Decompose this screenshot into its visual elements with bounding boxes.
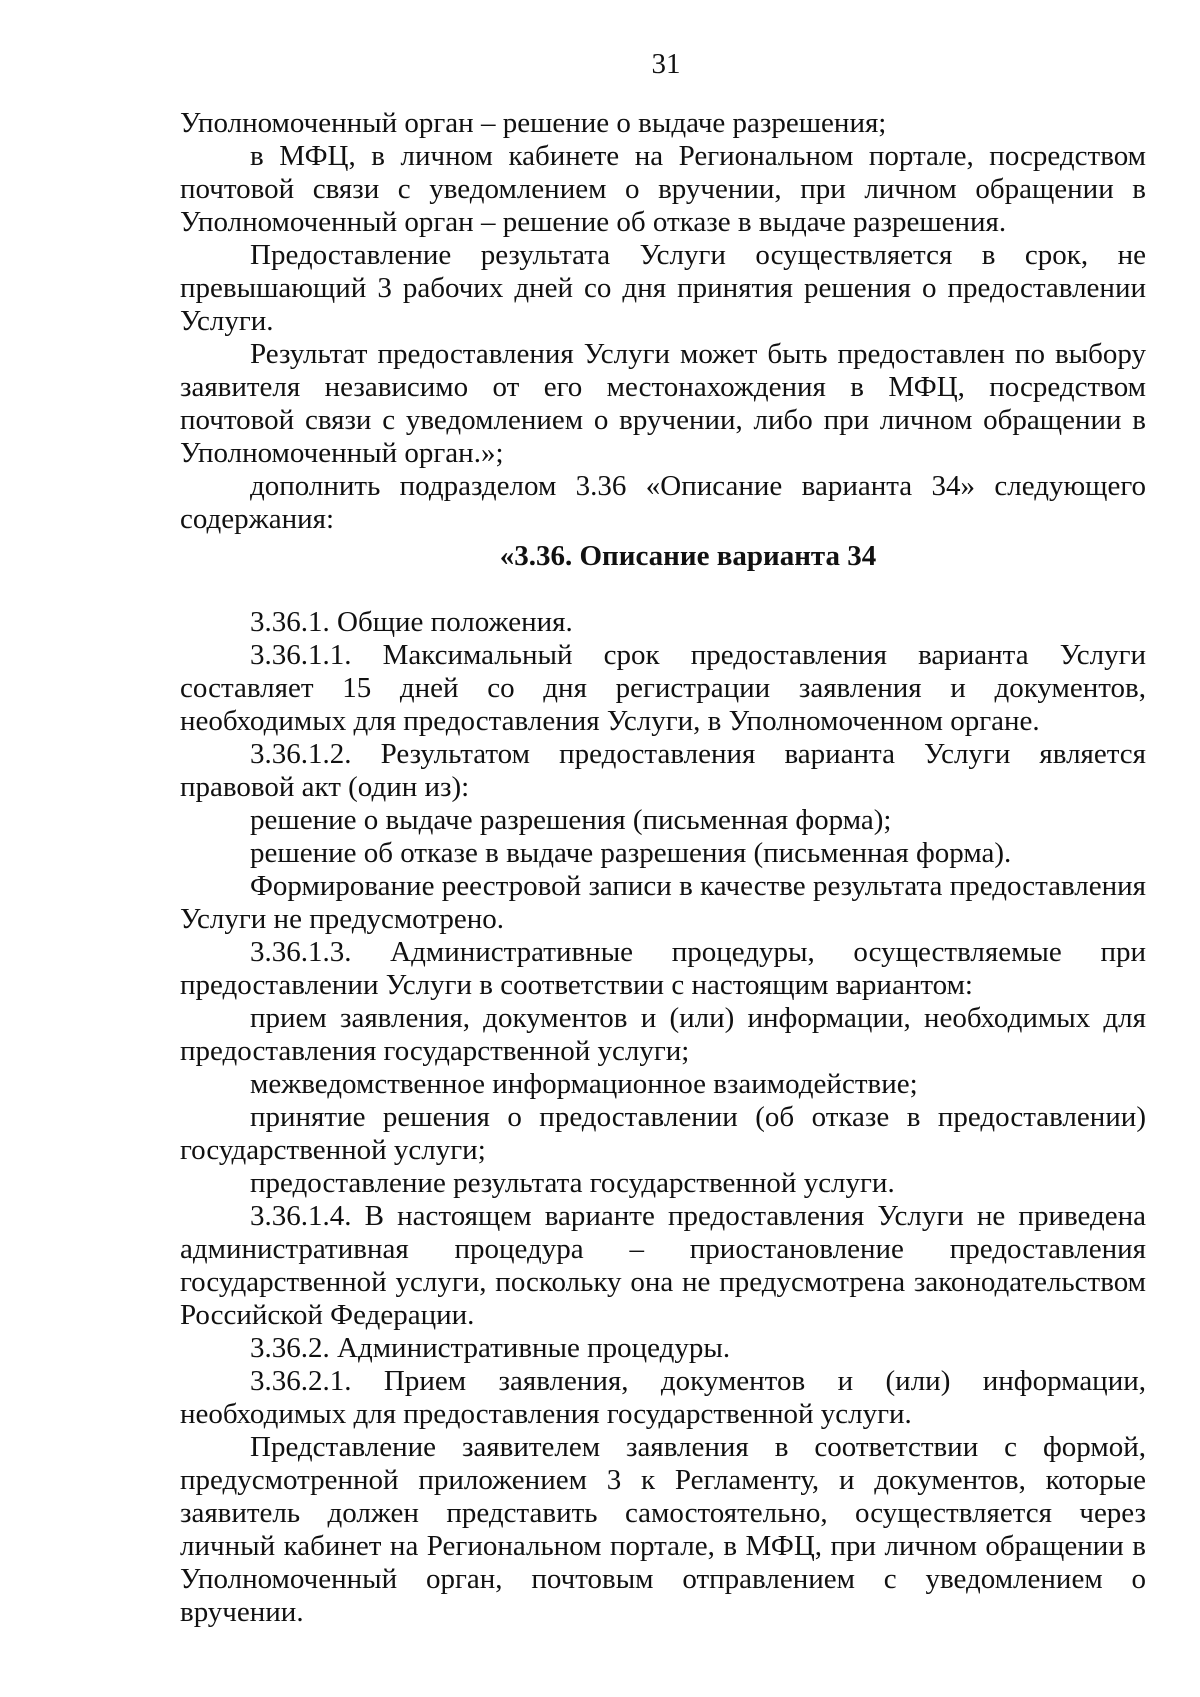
paragraph: 3.36.1.1. Максимальный срок предоставления варианта Услуги составляет 15 дней со дня регистрации заявления и документов, необходимых для предоставления Услуги, в Уполномоченном органе. xyxy=(180,639,1146,737)
paragraph: решение об отказе в выдаче разрешения (письменная форма). xyxy=(250,837,1012,869)
paragraph: межведомственное информационное взаимодействие; xyxy=(250,1068,918,1100)
paragraph: 3.36.2. Административные процедуры. xyxy=(250,1332,731,1364)
paragraph: решение о выдаче разрешения (письменная форма); xyxy=(250,804,892,836)
paragraph: 3.36.1.3. Административные процедуры, осуществляемые при предоставлении Услуги в соответствии с настоящим вариантом: xyxy=(180,936,1146,1001)
paragraph: Предоставление результата Услуги осуществляется в срок, не превышающий 3 рабочих дней со дня принятия решения о предоставлении Услуги. xyxy=(180,239,1146,337)
paragraph: Результат предоставления Услуги может быть предоставлен по выбору заявителя независимо от его местонахождения в МФЦ, посредством почтовой связи с уведомлением о вручении, либо при личном обращении в Уполномоченный орган.»; xyxy=(180,338,1146,469)
paragraph: Уполномоченный орган – решение о выдаче разрешения; xyxy=(180,107,887,139)
paragraph: 3.36.1. Общие положения. xyxy=(250,606,573,638)
paragraph: Представление заявителем заявления в соответствии с формой, предусмотренной приложением 3 к Регламенту, и документов, которые заявитель должен представить самостоятельно, осуществляется через личный кабинет на Региональном портале, в МФЦ, при личном обращении в Уполномоченный орган, почтовым отправлением с уведомлением о вручении. xyxy=(180,1431,1146,1628)
paragraph: дополнить подразделом 3.36 «Описание варианта 34» следующего содержания: xyxy=(180,470,1146,535)
paragraph: прием заявления, документов и (или) информации, необходимых для предоставления государственной услуги; xyxy=(180,1002,1146,1067)
paragraph: 3.36.2.1. Прием заявления, документов и (или) информации, необходимых для предоставления государственной услуги. xyxy=(180,1365,1146,1430)
paragraph: 3.36.1.4. В настоящем варианте предоставления Услуги не приведена административная процедура – приостановление предоставления государственной услуги, поскольку она не предусмотрена законодательством Российской Федерации. xyxy=(180,1200,1146,1331)
page-number: 31 xyxy=(651,48,681,80)
paragraph: 3.36.1.2. Результатом предоставления варианта Услуги является правовой акт (один из): xyxy=(180,738,1146,803)
document-body xyxy=(180,107,1146,1629)
paragraph: Формирование реестровой записи в качестве результата предоставления Услуги не предусмотрено. xyxy=(180,870,1146,935)
paragraph: в МФЦ, в личном кабинете на Региональном портале, посредством почтовой связи с уведомлением о вручении, при личном обращении в Уполномоченный орган – решение об отказе в выдаче разрешения. xyxy=(180,140,1146,238)
section-heading: «3.36. Описание варианта 34 xyxy=(499,540,877,572)
paragraph: принятие решения о предоставлении (об отказе в предоставлении) государственной услуги; xyxy=(180,1101,1146,1166)
paragraph: предоставление результата государственной услуги. xyxy=(250,1167,895,1199)
